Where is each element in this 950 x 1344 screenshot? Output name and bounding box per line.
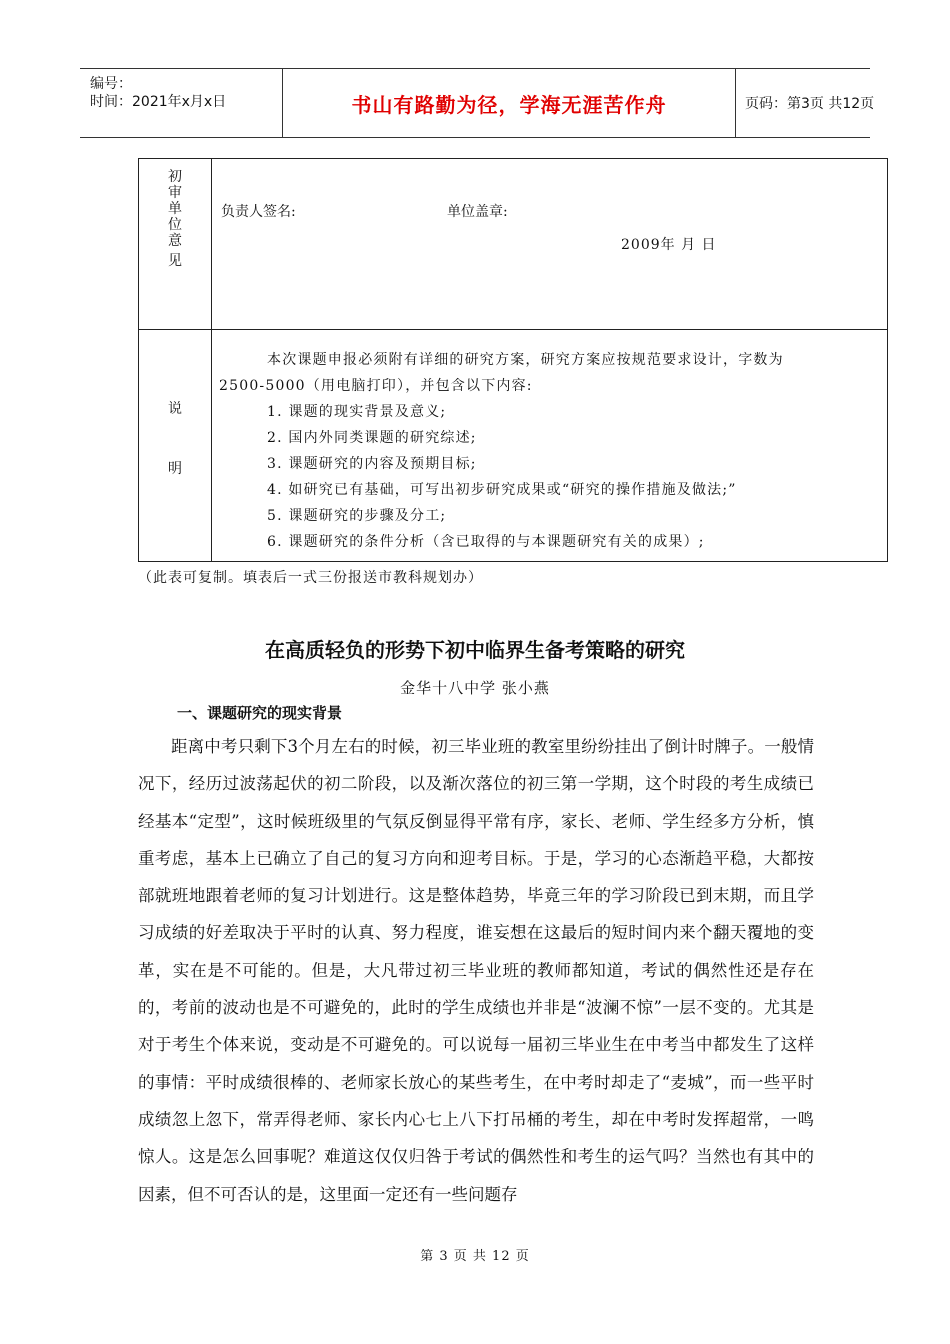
row-label-instructions [139, 401, 211, 477]
section-heading: 一、课题研究的现实背景 [177, 704, 343, 722]
instructions-item: 5. 课题研究的步骤及分工; [267, 508, 447, 524]
seal-field-label: 单位盖章: [447, 204, 508, 220]
row-label-char: 位 [168, 217, 182, 233]
instructions-intro-line1: 本次课题申报必须附有详细的研究方案，研究方案应按规范要求设计，字数为 [267, 352, 784, 368]
document-code-label: 编号： [90, 76, 132, 92]
article-author: 金华十八中学 张小燕 [400, 679, 550, 697]
page-footer: 第 3 页 共 12 页 [420, 1249, 530, 1264]
instructions-item: 3. 课题研究的内容及预期目标; [267, 456, 477, 472]
article-title: 在高质轻负的形势下初中临界生备考策略的研究 [265, 638, 685, 662]
instructions-item: 1. 课题的现实背景及意义; [267, 404, 447, 420]
table-divider-horizontal [139, 329, 887, 330]
date-field-label: 2009年 月 日 [621, 237, 717, 253]
form-note: （此表可复制。填表后一式三份报送市教科规划办） [138, 570, 483, 586]
header-page-number: 页码：第3页 共12页 [745, 96, 875, 112]
row-label-char: 意 [168, 233, 182, 249]
header-motto: 书山有路勤为径，学海无涯苦作舟 [351, 92, 667, 117]
header-page-cell [735, 69, 875, 137]
signature-field-label: 负责人签名: [221, 204, 296, 220]
row-label-char: 明 [168, 461, 182, 477]
review-form-table [138, 158, 888, 562]
instructions-item: 4. 如研究已有基础，可写出初步研究成果或“研究的操作措施及做法;” [267, 482, 737, 498]
instructions-text [219, 347, 874, 555]
table-divider-vertical [211, 159, 212, 561]
instructions-item: 6. 课题研究的条件分析（含已取得的与本课题研究有关的成果）; [267, 534, 705, 550]
body-paragraph: 距离中考只剩下3个月左右的时候，初三毕业班的教室里纷纷挂出了倒计时牌子。一般情况下，经历过波荡起伏的初二阶段，以及渐次落位的初三第一学期，这个时段的考生成绩已经基本“定型”，这时候班级里的气氛反倒显得平常有序，家长、老师、学生经多方分析，慎重考虑，基本上已确立了自己的复习方向和迎考目标。于是，学习的心态渐趋平稳，大都按部就班地跟着老师的复习计划进行。这是整体趋势，毕竟三年的学习阶段已到末期，而且学习成绩的好差取决于平时的认真、努力程度，谁妄想在这最后的短时间内来个翻天覆地的变革，实在是不可能的。但是，大凡带过初三毕业班的教师都知道，考试的偶然性还是存在的，考前的波动也是不可避免的，此时的学生成绩也并非是“波澜不惊”一层不变的。尤其是对于考生个体来说，变动是不可避免的。可以说每一届初三毕业生在中考当中都发生了这样的事情：平时成绩很棒的、老师家长放心的某些考生，在中考时却走了“麦城”，而一些平时成绩忽上忽下，常弄得老师、家长内心七上八下打吊桶的考生，却在中考时发挥超常，一鸣惊人。这是怎么回事呢？难道这仅仅归咎于考试的偶然性和考生的运气吗？当然也有其中的因素，但不可否认的是，这里面一定还有一些问题存 [138, 737, 814, 1204]
row-label-char: 审 [168, 185, 182, 201]
row-label-char: 说 [168, 401, 182, 417]
header-motto-cell [282, 69, 736, 137]
row-label-char: 见 [168, 253, 182, 269]
instructions-intro-line2: 2500-5000（用电脑打印），并包含以下内容: [219, 378, 533, 394]
header-meta-cell [80, 69, 282, 137]
page-header [80, 68, 875, 138]
row-label-char: 初 [168, 169, 182, 185]
row-label-char: 单 [168, 201, 182, 217]
document-time-label: 时间：2021年x月x日 [90, 94, 227, 110]
instructions-item: 2. 国内外同类课题的研究综述; [267, 430, 477, 446]
row-label-preliminary-review [139, 169, 211, 269]
